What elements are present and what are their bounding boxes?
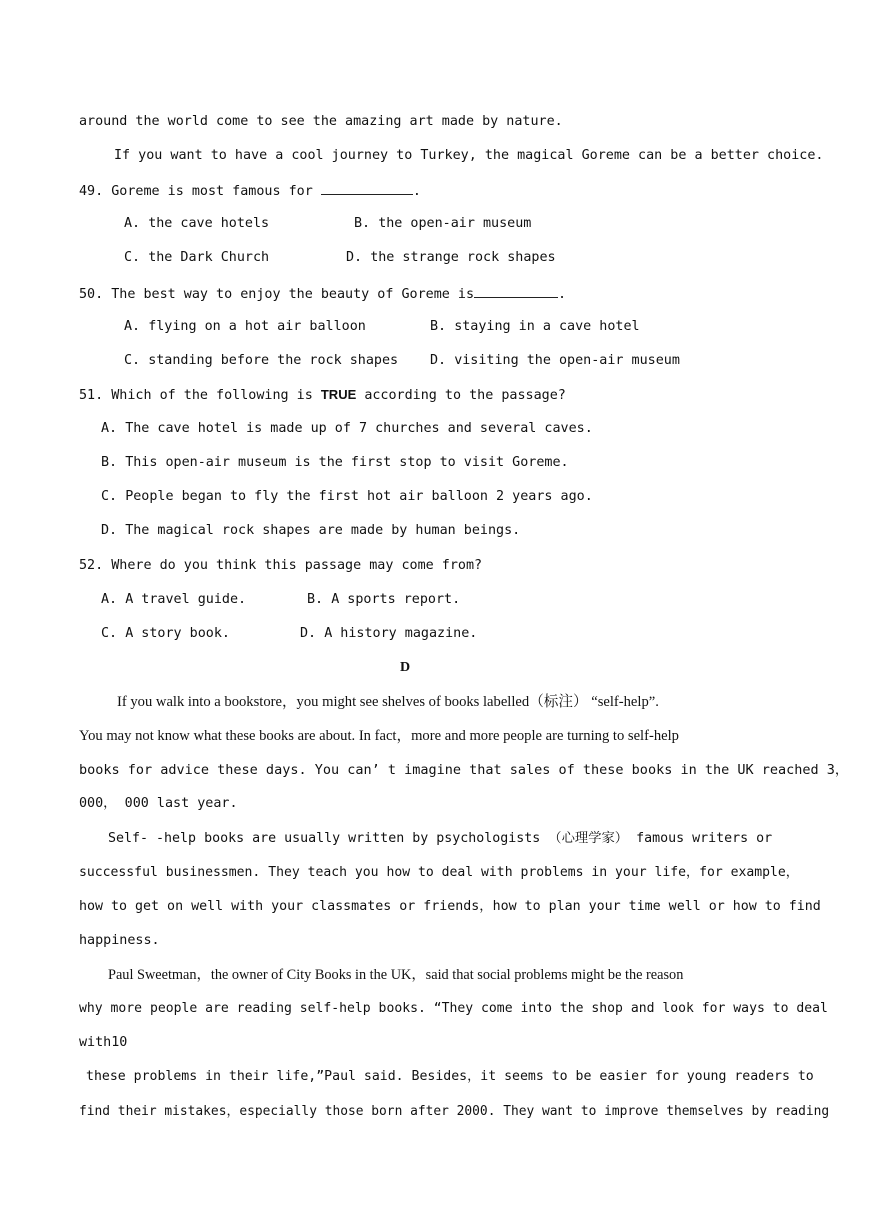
passage-line: how to get on well with your classmates or friends，how to plan your time well or how to find: [79, 899, 821, 914]
option-letter: B.: [430, 319, 447, 334]
option-letter: B.: [307, 592, 324, 607]
passage-line: with10: [79, 1035, 128, 1050]
passage-line: Self- -help books are usually written by psychologists （心理学家） famous writers or: [108, 831, 773, 846]
question-52-stem: [79, 557, 482, 575]
option-letter: D.: [101, 523, 118, 538]
passage-line: Paul Sweetman，the owner of City Books in the UK，said that social problems might be the reason: [108, 967, 684, 983]
question-text-end: .: [412, 184, 421, 199]
option-a[interactable]: [101, 591, 246, 609]
option-text: The magical rock shapes are made by human beings.: [125, 523, 521, 538]
passage-line: these problems in their life,”Paul said. Besides，it seems to be easier for young readers to: [86, 1069, 814, 1084]
option-text: the Dark Church: [148, 250, 270, 265]
question-text: The best way to enjoy the beauty of Goreme is: [111, 287, 475, 302]
option-letter: D.: [346, 250, 363, 265]
option-letter: C.: [124, 353, 141, 368]
option-text: flying on a hot air balloon: [148, 319, 366, 334]
option-text: the cave hotels: [148, 216, 270, 231]
emphasis-true: TRUE: [320, 387, 357, 402]
question-number: 50.: [79, 287, 104, 302]
question-text: according to the passage?: [364, 388, 566, 403]
option-c[interactable]: [124, 249, 269, 267]
question-51-stem: [79, 386, 566, 405]
passage-line: If you want to have a cool journey to Turkey, the magical Goreme can be a better choice.: [114, 148, 824, 163]
option-letter: A.: [124, 216, 141, 231]
option-text: the strange rock shapes: [370, 250, 556, 265]
option-b[interactable]: [430, 318, 640, 336]
option-c[interactable]: [101, 625, 230, 643]
option-text: People began to fly the first hot air balloon 2 years ago.: [125, 489, 593, 504]
option-letter: D.: [300, 626, 317, 641]
option-b[interactable]: [354, 215, 531, 233]
option-d[interactable]: [300, 625, 477, 643]
option-letter: A.: [124, 319, 141, 334]
passage-line: why more people are reading self-help books. “They come into the shop and look for ways to deal: [79, 1001, 828, 1016]
answer-blank[interactable]: [474, 284, 558, 298]
question-50-stem: [79, 284, 566, 304]
option-text: A story book.: [125, 626, 230, 641]
option-text: standing before the rock shapes: [148, 353, 399, 368]
option-letter: B.: [354, 216, 371, 231]
option-text: the open-air museum: [378, 216, 532, 231]
option-c[interactable]: [124, 352, 398, 370]
option-a[interactable]: [101, 420, 593, 438]
question-number: 49.: [79, 184, 104, 199]
question-text: Goreme is most famous for: [111, 184, 313, 199]
passage-line: around the world come to see the amazing art made by nature.: [79, 114, 563, 129]
option-b[interactable]: [101, 454, 569, 472]
question-text: Where do you think this passage may come from?: [111, 558, 483, 573]
question-49-stem: [79, 181, 421, 201]
option-text: The cave hotel is made up of 7 churches and several caves.: [125, 421, 593, 436]
option-letter: B.: [101, 455, 118, 470]
answer-blank[interactable]: [321, 181, 413, 195]
passage-line: 000， 000 last year.: [79, 796, 238, 811]
section-title: D: [400, 660, 411, 675]
option-letter: A.: [101, 592, 118, 607]
passage-line: You may not know what these books are about. In fact，more and more people are turning to self-help: [79, 728, 679, 744]
passage-line: find their mistakes，especially those born after 2000. They want to improve themselves by reading: [79, 1104, 830, 1119]
option-text: A sports report.: [331, 592, 461, 607]
option-letter: C.: [101, 489, 118, 504]
option-text: visiting the open-air museum: [454, 353, 680, 368]
option-text: This open-air museum is the first stop to visit Goreme.: [125, 455, 569, 470]
option-letter: C.: [124, 250, 141, 265]
passage-line: books for advice these days. You can’ t imagine that sales of these books in the UK reached 3，: [79, 762, 849, 778]
option-d[interactable]: [430, 352, 680, 370]
option-c[interactable]: [101, 488, 593, 506]
option-b[interactable]: [307, 591, 460, 609]
option-d[interactable]: [101, 522, 520, 540]
passage-line: If you walk into a bookstore，you might see shelves of books labelled（标注） “self-help”.: [117, 694, 659, 710]
question-number: 52.: [79, 558, 104, 573]
option-text: A history magazine.: [324, 626, 478, 641]
option-text: A travel guide.: [125, 592, 247, 607]
option-d[interactable]: [346, 249, 556, 267]
question-text: Which of the following is: [111, 388, 313, 403]
option-letter: C.: [101, 626, 118, 641]
option-letter: D.: [430, 353, 447, 368]
question-number: 51.: [79, 388, 104, 403]
question-text-end: .: [558, 287, 567, 302]
passage-line: happiness.: [79, 933, 160, 948]
option-letter: A.: [101, 421, 118, 436]
option-a[interactable]: [124, 215, 269, 233]
passage-line: successful businessmen. They teach you how to deal with problems in your life，for example，: [79, 865, 799, 880]
option-text: staying in a cave hotel: [454, 319, 640, 334]
option-a[interactable]: [124, 318, 366, 336]
